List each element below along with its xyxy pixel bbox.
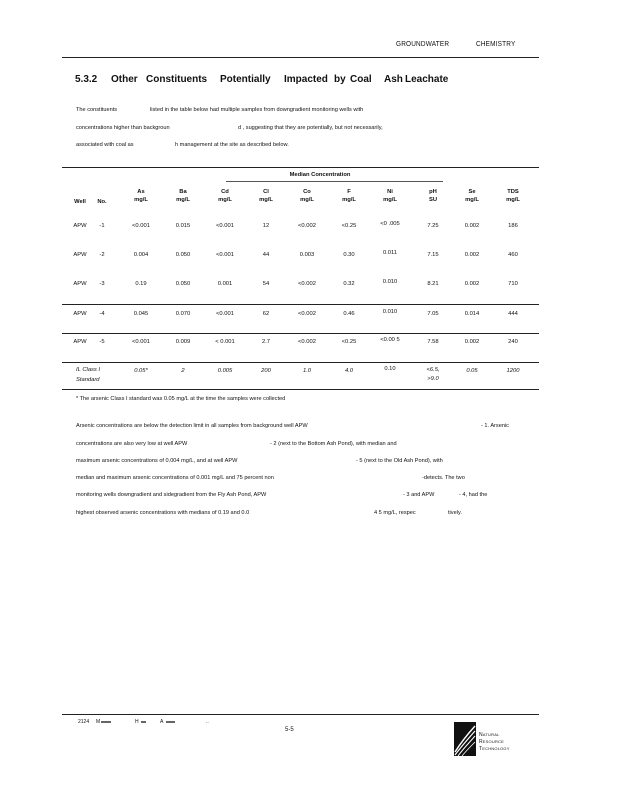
footer-rule (62, 714, 539, 715)
cell-well: APW (73, 281, 87, 287)
standard-label: IL Class I (76, 367, 101, 373)
header-rule (62, 57, 539, 58)
cell-ni: 0.010 (382, 279, 398, 285)
cell-as: 0.19 (135, 281, 147, 287)
cell-ph: 8.21 (427, 281, 439, 287)
cell-no: -2 (99, 252, 105, 258)
para-text: - 2 (next to the Bottom Ash Pond), with median and (270, 441, 397, 447)
running-header-right: CHEMISTRY (476, 41, 516, 48)
footer-doc-id: A (160, 719, 164, 725)
cell-ba: 0.009 (175, 339, 191, 345)
cell-as: <0.001 (132, 339, 150, 345)
cell-f: 0.32 (343, 281, 355, 287)
section-title-word: Other (111, 74, 138, 85)
cell-se: 0.002 (464, 339, 480, 345)
col-header-cd: Cd mg/L (218, 189, 232, 203)
para-text: - 3 and APW (403, 492, 435, 498)
company-logo (454, 722, 534, 758)
para-text: concentrations are also very low at well APW (76, 441, 188, 447)
para-text: - 4, had the (459, 492, 488, 498)
page-number: 5-5 (285, 727, 294, 733)
row-rule (62, 362, 539, 363)
cell-ph: 7.15 (427, 252, 439, 258)
para-text: highest observed arsenic concentrations with medians of 0.19 and 0.0 (76, 510, 250, 516)
cell-cd: 0.001 (217, 281, 233, 287)
standard-f: 4.0 (344, 368, 354, 374)
cell-as: 0.004 (133, 252, 149, 258)
cell-se: 0.002 (464, 281, 480, 287)
para-text: median and maximum arsenic concentrations of 0.001 mg/L and 75 percent non (76, 475, 274, 481)
table-bottom-rule (62, 389, 539, 390)
section-title-word: by (334, 74, 346, 85)
cell-ba: 0.050 (175, 252, 191, 258)
cell-well: APW (73, 339, 87, 345)
col-header-tds: TDS mg/L (506, 189, 520, 203)
standard-se: 0.05 (466, 368, 478, 374)
standard-ba: 2 (181, 368, 185, 374)
section-title-word: Leachate (405, 74, 449, 85)
cell-co: <0.002 (298, 311, 316, 317)
cell-cl: 12 (262, 223, 270, 229)
para-text: maximum arsenic concentrations of 0.004 mg/L, and at well APW (76, 458, 238, 464)
cell-no: -4 (99, 311, 105, 317)
section-title-word: Potentially (220, 74, 271, 85)
cell-ni: 0.011 (382, 250, 398, 256)
para-text: - 5 (next to the Old Ash Pond), with (356, 458, 443, 464)
cell-cd: <0.001 (216, 311, 234, 317)
cell-ni: <0.00 5 (380, 337, 400, 343)
cell-as: 0.045 (133, 311, 149, 317)
cell-se: 0.002 (464, 223, 480, 229)
standard-cd: 0.005 (217, 368, 233, 374)
cell-cl: 62 (262, 311, 270, 317)
intro-text: concentrations higher than backgroun (76, 125, 170, 131)
cell-se: 0.002 (464, 252, 480, 258)
cell-as: <0.001 (132, 223, 150, 229)
footer-doc-id: H (135, 719, 139, 725)
cell-no: -5 (99, 339, 105, 345)
cell-ni: <0 .005 (380, 221, 400, 227)
logo-text: Technology (479, 746, 510, 752)
intro-text: associated with coal as (76, 142, 134, 148)
intro-text: h management at the site as described below. (175, 142, 289, 148)
cell-co: <0.002 (298, 223, 316, 229)
para-text: - 1. Arsenic (481, 423, 509, 429)
cell-se: 0.014 (464, 311, 480, 317)
cell-well: APW (73, 311, 87, 317)
cell-ph: 7.58 (427, 339, 439, 345)
cell-tds: 444 (508, 311, 518, 317)
cell-co: 0.003 (299, 252, 315, 258)
col-header-cl: Cl mg/L (259, 189, 273, 203)
cell-f: 0.30 (343, 252, 355, 258)
cell-ba: 0.070 (175, 311, 191, 317)
logo-mark-icon (454, 722, 476, 756)
redacted-mark (166, 721, 175, 723)
footer-doc-id: M (96, 719, 101, 725)
logo-text: Resource (479, 739, 504, 745)
median-concentration-header: Median Concentration (289, 172, 351, 178)
cell-cl: 54 (262, 281, 270, 287)
col-header-well: Well (74, 199, 86, 205)
redacted-mark (141, 721, 146, 723)
cell-no: -3 (99, 281, 105, 287)
para-text: tively. (448, 510, 462, 516)
redacted-mark (101, 721, 111, 723)
col-header-f: F mg/L (342, 189, 356, 203)
footer-doc-id: .. (206, 719, 209, 725)
standard-cl: 200 (261, 368, 271, 374)
cell-ni: 0.010 (382, 309, 398, 315)
cell-cd: <0.001 (216, 252, 234, 258)
para-text: 4 5 mg/L, respec (374, 510, 416, 516)
cell-no: -1 (99, 223, 105, 229)
footer-doc-id: 2124 (78, 719, 90, 725)
para-text: Arsenic concentrations are below the detection limit in all samples from background well APW (76, 423, 308, 429)
group-header-rule (226, 181, 443, 182)
section-title-word: Impacted (284, 74, 328, 85)
cell-well: APW (73, 223, 87, 229)
cell-f: 0.46 (343, 311, 355, 317)
intro-text: listed in the table below had multiple samples from downgradient monitoring wells with (150, 107, 364, 113)
cell-tds: 710 (508, 281, 518, 287)
standard-as: 0.05* (134, 368, 148, 374)
intro-text: d , suggesting that they are potentially, but not necessarily, (238, 125, 383, 131)
section-title-word: Constituents (146, 74, 208, 85)
col-header-ph: pH SU (428, 189, 438, 203)
cell-well: APW (73, 252, 87, 258)
section-title-word: Coal (350, 74, 372, 85)
row-rule (62, 304, 539, 305)
standard-ph: >9.0 (427, 376, 439, 382)
cell-cl: 2.7 (261, 339, 271, 345)
col-header-co: Co mg/L (300, 189, 314, 203)
section-title-word: Ash (384, 74, 403, 85)
col-header-ba: Ba mg/L (176, 189, 190, 203)
standard-co: 1.0 (302, 368, 312, 374)
logo-text: Natural (479, 732, 500, 738)
row-rule (62, 333, 539, 334)
cell-cd: <0.001 (216, 223, 234, 229)
cell-ba: 0.050 (175, 281, 191, 287)
cell-ba: 0.015 (175, 223, 191, 229)
standard-ph: <6.5, (426, 367, 440, 373)
section-number: 5.3.2 (75, 74, 98, 85)
para-text: -detects. The two (422, 475, 465, 481)
col-header-ni: Ni mg/L (383, 189, 397, 203)
standard-tds: 1200 (506, 368, 520, 374)
standard-ni: 0.10 (384, 366, 396, 372)
col-header-as: As mg/L (134, 189, 148, 203)
intro-text: The constituents (76, 107, 118, 113)
para-text: monitoring wells downgradient and sidegradient from the Fly Ash Pond, APW (76, 492, 267, 498)
cell-tds: 186 (508, 223, 518, 229)
standard-label: Standard (76, 377, 100, 383)
cell-tds: 460 (508, 252, 518, 258)
table-footnote: * The arsenic Class I standard was 0.05 mg/L at the time the samples were collected (76, 396, 286, 402)
col-header-no: No. (97, 199, 107, 205)
cell-tds: 240 (508, 339, 518, 345)
cell-f: <0.25 (341, 223, 357, 229)
cell-f: <0.25 (341, 339, 357, 345)
cell-cl: 44 (262, 252, 270, 258)
cell-co: <0.002 (298, 281, 316, 287)
cell-cd: < 0.001 (215, 339, 235, 345)
cell-ph: 7.25 (427, 223, 439, 229)
col-header-se: Se mg/L (465, 189, 479, 203)
table-top-rule (62, 167, 539, 168)
cell-co: <0.002 (298, 339, 316, 345)
running-header-left: GROUNDWATER (396, 41, 450, 48)
cell-ph: 7.05 (427, 311, 439, 317)
